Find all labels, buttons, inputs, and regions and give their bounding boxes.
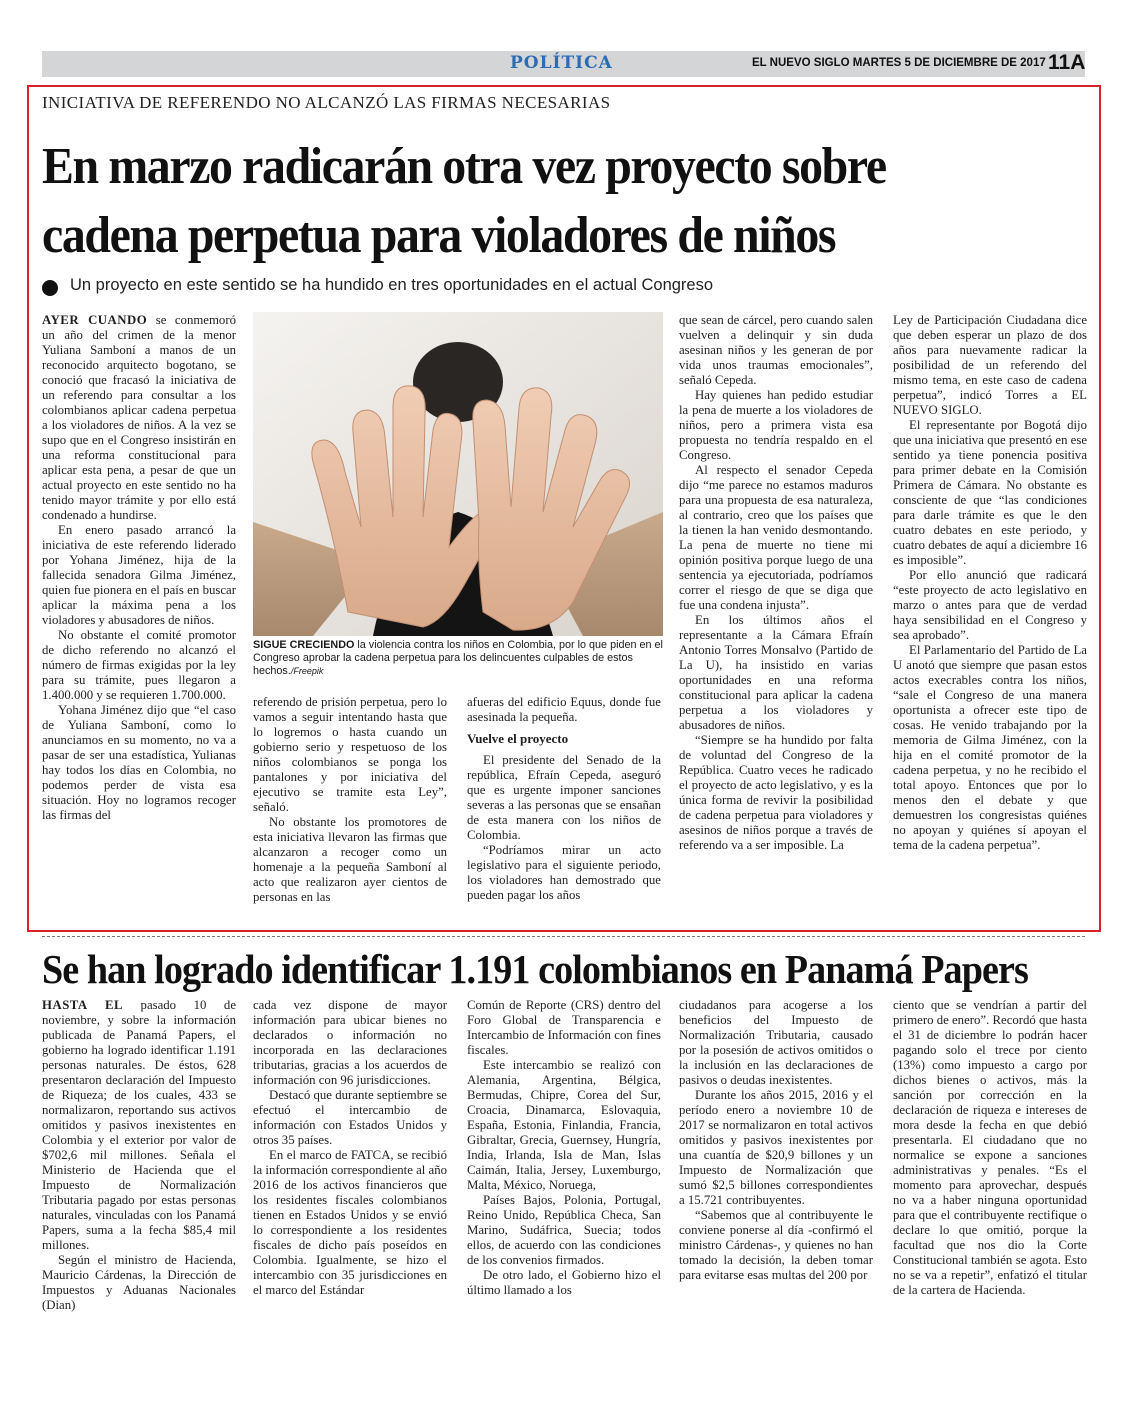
article-paragraph: Durante los años 2015, 2016 y el período enero a noviembre 10 de 2017 se normalizaron en total activos omitidos y pasivos inexistentes por una cuantía de $20,9 billones y un Impuesto de Normalización que sumó $2,5 billones correspondientes a 15.721 contribuyentes.: [679, 1088, 873, 1207]
article-paragraph: El presidente del Senado de la república, Efraín Cepeda, aseguró que es urgente imponer sanciones severas a las personas que se ensañan de esta manera con los niños de Colombia.: [467, 753, 661, 842]
article-paragraph: ciudadanos para acogerse a los beneficios del Impuesto de Normalización Tributaria, causado por la posesión de activos omitidos o la inclusión en las declaraciones de pasivos o deudas inexistentes.: [679, 998, 873, 1087]
lead-words: HASTA EL: [42, 998, 124, 1012]
article-column-4: [679, 313, 873, 853]
article2-column-3: [467, 998, 661, 1298]
article-paragraph: Ley de Participación Ciudadana dice que deben esperar un plazo de dos años para nuevamente radicar la posibilidad de un referendo del mismo tema, en este caso de cadena perpetua”, indicó Torres a EL NUEVO SIGLO.: [893, 313, 1087, 417]
article-photo: [253, 312, 663, 636]
article-paragraph: “Sabemos que al contribuyente le conviene ponerse al día -confirmó el ministro Cárdenas-, y quienes no han tomado la decisión, la deben tomar para evitarse esas multas del 200 por: [679, 1208, 873, 1282]
article-paragraph: El representante por Bogotá dijo que una iniciativa que presentó en ese sentido ya tiene ponencia positiva para primer debate en la Comisión Primera de Cámara. No obstante es consciente de que “las condiciones para darle trámite es que le den cuatro debates en este periodo, y cuatro debates de aquí a diciembre 16 es imposible”.: [893, 418, 1088, 567]
article-paragraph: ciento que se vendrían a partir del primero de enero”. Recordó que hasta el 31 de diciembre lo podrán hacer pagando solo el trece por ciento (13%) como impuesto a cargo por dichos bienes o activos, más la sanción por corrección en la declaración de riqueza e intereses de mora desde la fecha en que debió presentarla. El ciudadano que no normalice se expone a sanciones administrativas y penales. “Es el momento para aprovechar, después no va a haber ninguna oportunidad para que el contribuyente rectifique o declare lo que omitió, porque la facultad que nos dio la Corte Constitucional también se agota. Esto no se va a repetir”, enfatizó el titular de la cartera de Hacienda.: [893, 998, 1088, 1297]
article-paragraph: afueras del edificio Equus, donde fue asesinada la pequeña.: [467, 695, 661, 724]
article-paragraph: Países Bajos, Polonia, Portugal, Reino Unido, República Checa, San Marino, Sudáfrica, Suecia; todos ellos, de acuerdo con las condiciones de los convenios firmados.: [467, 1193, 661, 1267]
article-paragraph: Según el ministro de Hacienda, Mauricio Cárdenas, la Dirección de Impuestos y Aduanas Nacionales (Dian): [42, 1253, 236, 1312]
article-headline: En marzo radicarán otra vez proyecto sobre cadena perpetua para violadores de niños: [42, 138, 886, 264]
article-paragraph: Este intercambio se realizó con Alemania, Argentina, Bélgica, Bermudas, Chipre, Corea del Sur, Croacia, Dinamarca, Eslovaquia, España, Estonia, Finlandia, Francia, Gibraltar, Grecia, Guernsey, Hungría, India, Irlanda, Isla de Man, Islas Caimán, Italia, Jersey, Luxemburgo, Malta, México, Noruega,: [467, 1058, 661, 1192]
issue-date-line: EL NUEVO SIGLO MARTES 5 DE DICIEMBRE DE 2017: [752, 57, 1046, 69]
article-paragraph: HASTA EL pasado 10 de noviembre, y sobre la información publicada de Panamá Papers, el gobierno ha logrado identificar 1.191 personas naturales. De éstos, 628 presentaron declaración del Impuesto de Riqueza; de los cuales, 433 se normalizaron, reportando sus activos omitidos y pasivos inexistentes en Colombia y el exterior por valor de $702,6 mil millones. Señala el Ministerio de Hacienda que el Impuesto de Normalización Tributaria pagado por estas personas naturales, vinculadas con los Panamá Papers, suma a la fecha $85,4 mil millones.: [42, 998, 237, 1252]
article-subheadline: Un proyecto en este sentido se ha hundido en tres oportunidades en el actual Congreso: [70, 276, 714, 294]
article-paragraph: AYER CUANDO se conmemoró un año del crimen de la menor Yuliana Samboní a manos de un reconocido arquitecto bogotano, se conoció que fracasó la iniciativa de un referendo para consultar a los colombianos aplicar cadena perpetua a los violadores de niños. A la vez se supo que en el Congreso insistirán en una reforma constitucional para aplicar esta pena, a pesar de que un actual proyecto en este sentido no ha tenido mayor trámite y por ello está condenado a hundirse.: [42, 313, 236, 522]
article2-column-5: [893, 998, 1087, 1298]
article-paragraph: “Podríamos mirar un acto legislativo para el siguiente periodo, los violadores han demostrado que pueden pagar los años: [467, 843, 661, 902]
photo-credit: /Freepik: [290, 666, 324, 676]
article-paragraph: De otro lado, el Gobierno hizo el último llamado a los: [467, 1268, 661, 1297]
article-paragraph: Común de Reporte (CRS) dentro del Foro Global de Transparencia e Intercambio de Información con fines fiscales.: [467, 998, 661, 1057]
section-name: POLÍTICA: [510, 53, 613, 73]
lead-words: AYER CUANDO: [42, 313, 148, 327]
article-paragraph: En los últimos años el representante a la Cámara Efraín Antonio Torres Monsalvo (Partido de La U), ha insistido en varias oportunidades en una reforma constitucional para aplicar la cadena perpetua a los violadores y abusadores de niños.: [679, 613, 873, 732]
bullet-icon: [42, 280, 58, 296]
article-paragraph: que sean de cárcel, pero cuando salen vuelven a delinquir y sin duda asesinan niños y les generan de por vida unos traumas emocionales”, señaló Cepeda.: [679, 313, 873, 387]
article-paragraph: Destacó que durante septiembre se efectuó el intercambio de información con Estados Unidos y otros 35 países.: [253, 1088, 447, 1147]
article2-column-2: [253, 998, 447, 1298]
photo-caption: SIGUE CRECIENDO la violencia contra los niños en Colombia, por lo que piden en el Congreso aprobar la cadena perpetua para los delincuentes culpables de estos hechos./Freepik: [253, 639, 663, 677]
article-paragraph: cada vez dispone de mayor información para ubicar bienes no declarados o información no incorporada en las declaraciones tributarias, gracias a los acuerdos de información con 96 jurisdicciones.: [253, 998, 447, 1087]
article-paragraph: No obstante el comité promotor de dicho referendo no alcanzó el número de firmas exigidas por la ley para su trámite, pues llegaron a 1.400.000 y se requieren 1.700.000.: [42, 628, 236, 702]
section-subhead: Vuelve el proyecto: [467, 731, 569, 746]
page-number: 11A: [1048, 51, 1086, 74]
article-kicker: INICIATIVA DE REFERENDO NO ALCANZÓ LAS FIRMAS NECESARIAS: [42, 93, 611, 112]
article-paragraph: “Siempre se ha hundido por falta de voluntad del Congreso de la República. Cuatro veces he radicado el proyecto de acto legislativo, y es la única forma de revivir la posibilidad de cadena perpetua para violadores y asesinos de niños porque a través de referendo va a ser imposible. La: [679, 733, 873, 852]
article-paragraph: referendo de prisión perpetua, pero lo vamos a seguir intentando hasta que lo logremos o hasta cuando un gobierno serio y respetuoso de los niños colombianos se ponga los pantalones y por iniciativa del ejecutivo se tramite esta Ley”, señaló.: [253, 695, 447, 814]
article-headline-2: Se han logrado identificar 1.191 colombianos en Panamá Papers: [42, 946, 1028, 992]
section-divider: [42, 936, 1085, 937]
article-paragraph: Yohana Jiménez dijo que “el caso de Yuliana Samboní, como lo anunciamos en su momento, no va a pasar de ser una estadística, Yulianas hay todos los días en Colombia, no podemos perder de vista esa situación. Hoy no logramos recoger las firmas del: [42, 703, 236, 822]
article-column-5: [893, 313, 1087, 853]
article-paragraph: Por ello anunció que radicará “este proyecto de acto legislativo en marzo o antes para que de verdad haya sensibilidad en el Congreso y sea aprobado”.: [893, 568, 1087, 642]
article2-column-4: [679, 998, 873, 1283]
article2-column-1: [42, 998, 236, 1313]
article-column-3: [467, 695, 661, 903]
article-column-2: [253, 695, 447, 905]
caption-lead: SIGUE CRECIENDO: [253, 639, 355, 651]
article-paragraph: Al respecto el senador Cepeda dijo “me parece no estamos maduros para una propuesta de esa naturaleza, al contrario, creo que los países que la tienen la han venido desmontando. La pena de muerte no tiene mi opinión positiva porque luego de una sentencia ya ejecutoriada, podríamos correr el riesgo de que se diga que fue una condena injusta”.: [679, 463, 873, 612]
article-paragraph: En enero pasado arrancó la iniciativa de este referendo liderado por Yohana Jiménez, hija de la fallecida senadora Gilma Jiménez, quien fue pionera en el país en buscar aplicar la máxima pena a los violadores y abusadores de niños.: [42, 523, 236, 627]
article-paragraph: En el marco de FATCA, se recibió la información correspondiente al año 2016 de los activos financieros que los residentes fiscales colombianos tienen en Estados Unidos y se envió lo correspondiente a los residentes fiscales de dicho país poseídos en Colombia. Igualmente, se hizo el intercambio con 35 jurisdicciones en el marco del Estándar: [253, 1148, 448, 1297]
article-paragraph: Hay quienes han pedido estudiar la pena de muerte a los violadores de niños, pero a primera vista esa propuesta no tendría respaldo en el Congreso.: [679, 388, 873, 462]
article-paragraph: El Parlamentario del Partido de La U anotó que siempre que pasan estos actos execrables contra los niños, “sale el Congreso de una manera oportunista a ofrecer este tipo de cosas. He venido trabajando por la memoria de Gilma Jiménez, con la hija en el comité promotor de la cadena perpetua, y no he recibido el total apoyo. Entonces que por lo menos den el debate y que demuestren los congresistas quiénes no apoyan y quiénes sí apoyan el tema de la cadena perpetua”.: [893, 643, 1087, 852]
article-column-1: [42, 313, 236, 823]
article-paragraph: No obstante los promotores de esta iniciativa llevaron las firmas que alcanzaron a recoger como un homenaje a la pequeña Samboní al acto que realizaron ayer cientos de personas en las: [253, 815, 447, 904]
